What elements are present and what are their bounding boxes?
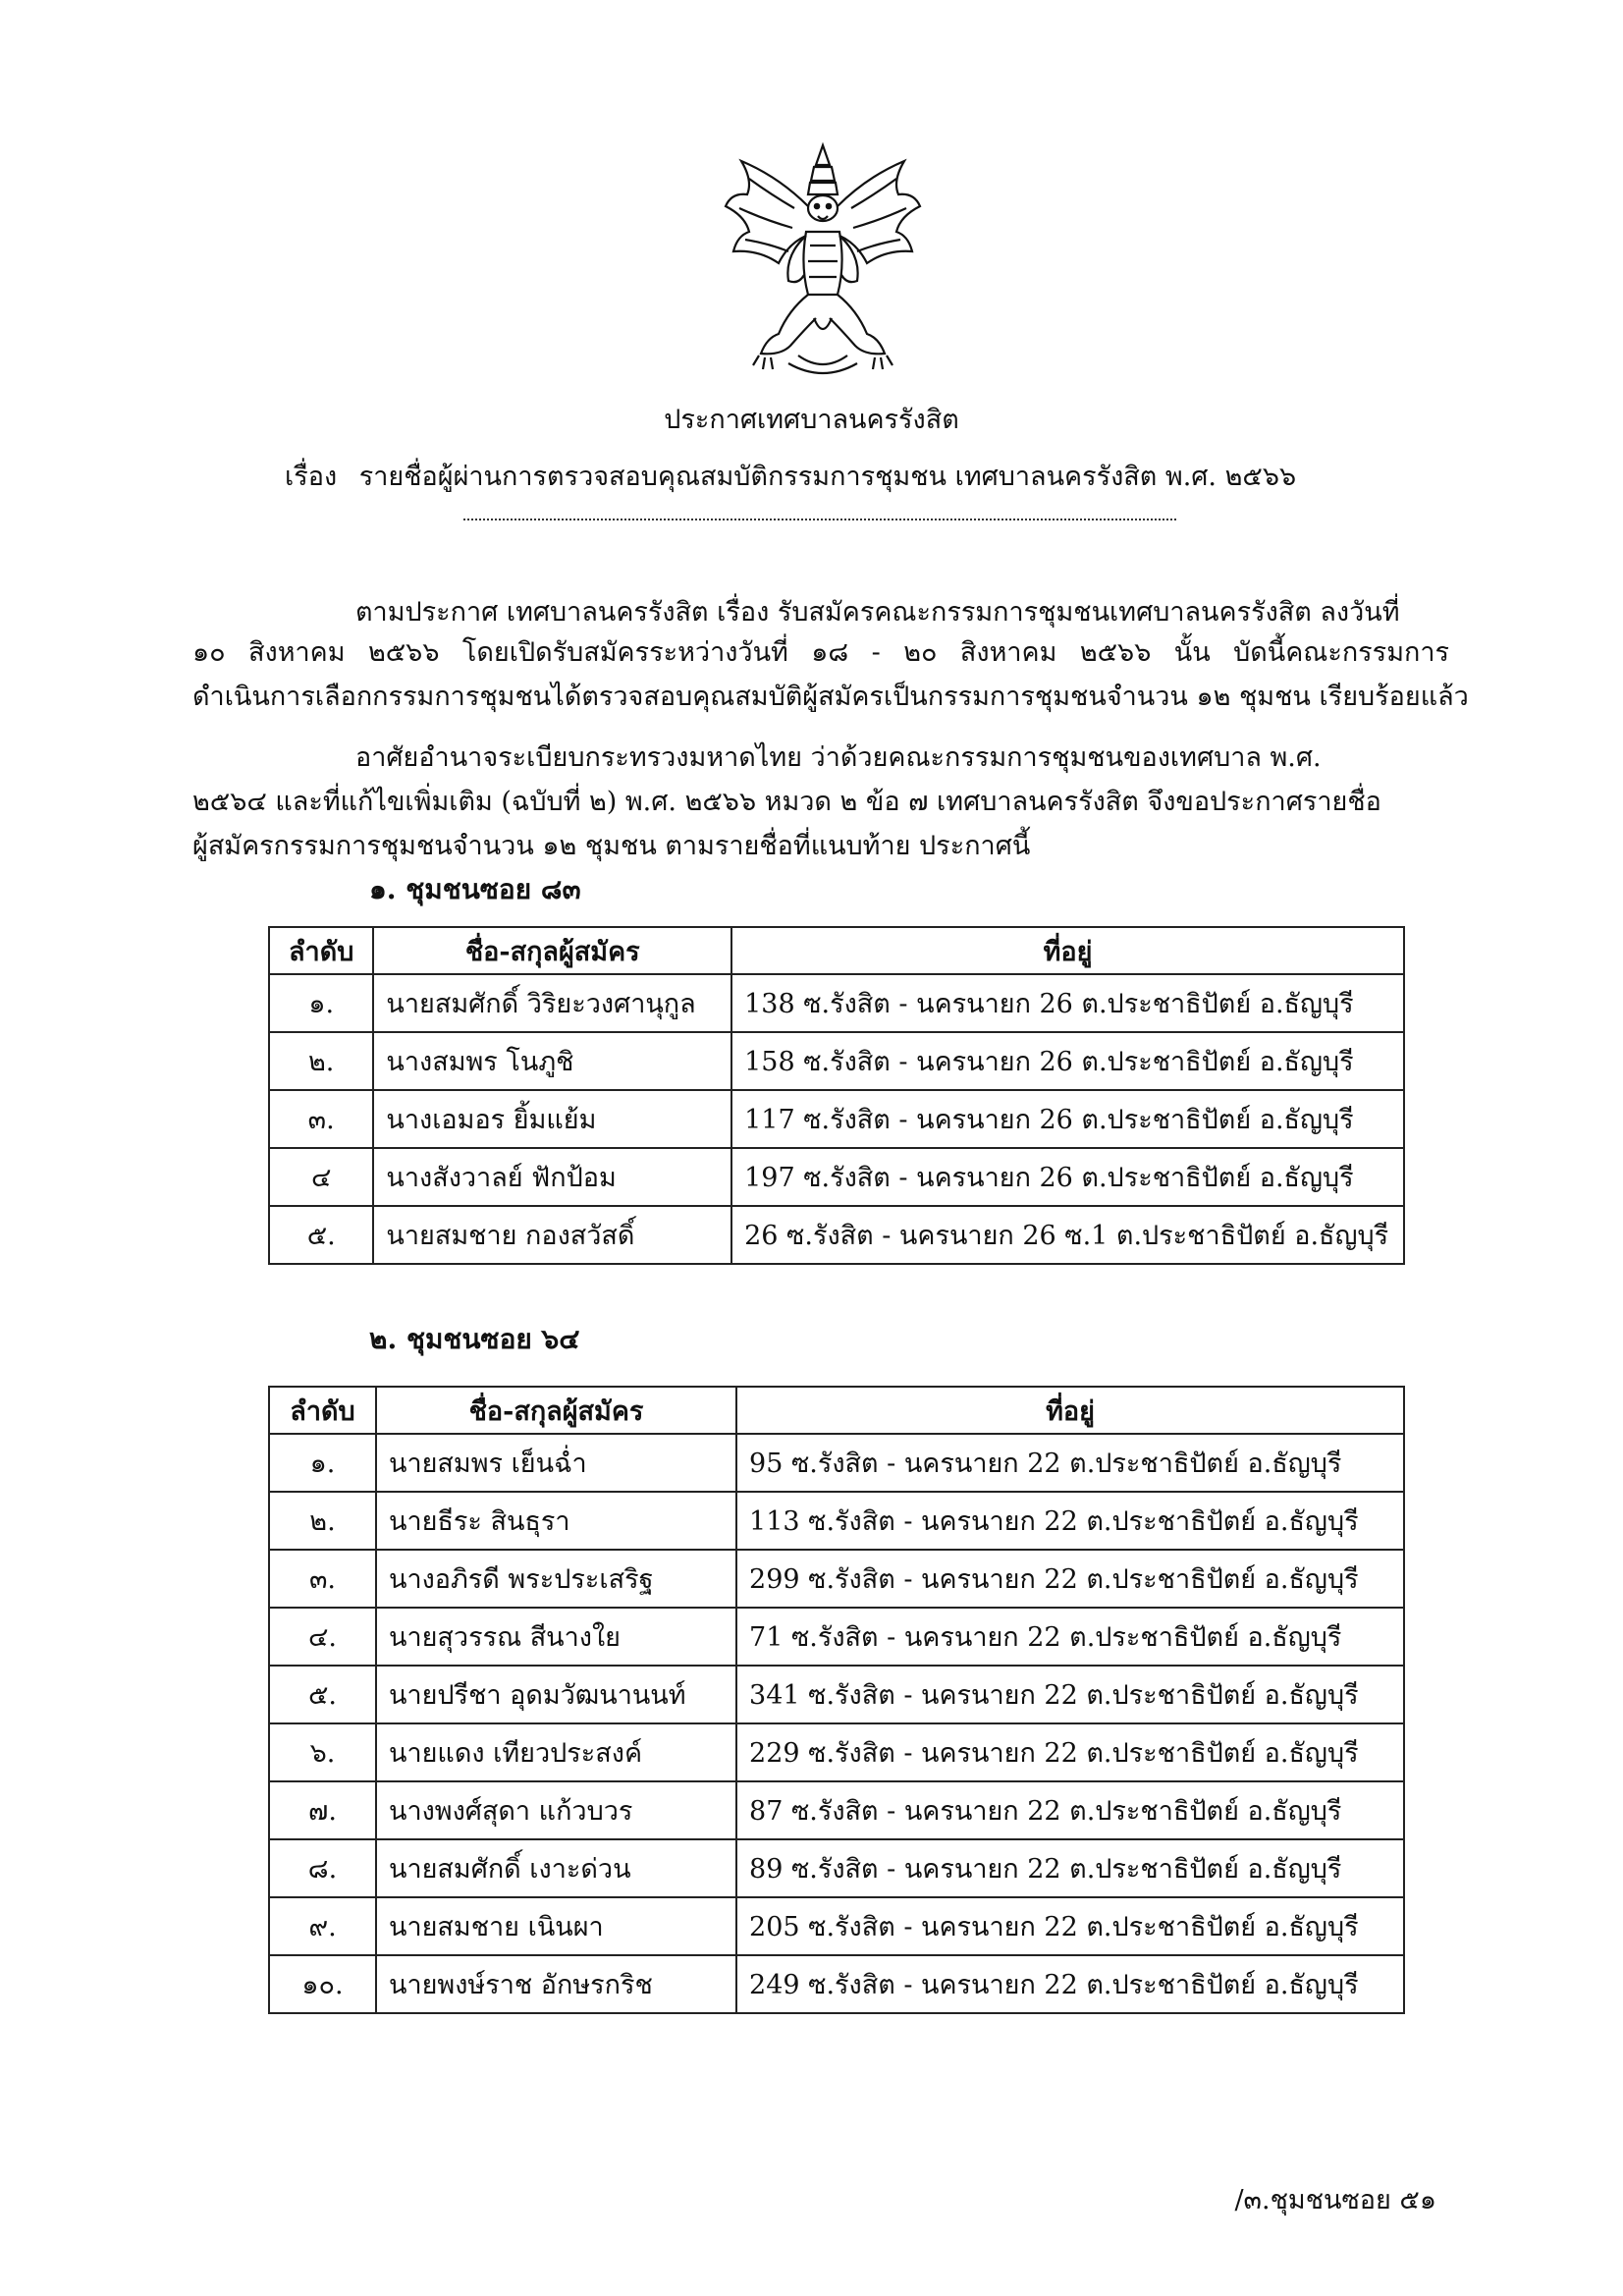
table-body <box>269 974 1404 1264</box>
body-paragraph-5: ๒๕๖๔ และที่แก้ไขเพิ่มเติม (ฉบับที่ ๒) พ.ศ. ๒๕๖๖ หมวด ๒ ข้อ ๗ เทศบาลนครรังสิต จึงขอประกาศรายชื่อ <box>192 787 1381 817</box>
row-order: ๔. <box>269 1608 376 1666</box>
table-header-row <box>269 927 1404 974</box>
table-row <box>269 974 1404 1032</box>
row-address: 197 ซ.รังสิต - นครนายก 26 ต.ประชาธิปัตย์ อ.ธัญบุรี <box>731 1148 1404 1206</box>
table-row <box>269 1839 1404 1897</box>
table-row <box>269 1781 1404 1839</box>
row-order: ๒. <box>269 1492 376 1550</box>
dotted-separator <box>463 519 1176 520</box>
row-address: 87 ซ.รังสิต - นครนายก 22 ต.ประชาธิปัตย์ อ.ธัญบุรี <box>736 1781 1404 1839</box>
table-row <box>269 1206 1404 1264</box>
row-address: 341 ซ.รังสิต - นครนายก 22 ต.ประชาธิปัตย์ อ.ธัญบุรี <box>736 1666 1404 1723</box>
row-order: ๗. <box>269 1781 376 1839</box>
row-address: 229 ซ.รังสิต - นครนายก 22 ต.ประชาธิปัตย์ อ.ธัญบุรี <box>736 1723 1404 1781</box>
column-header-name: ชื่อ-สกุลผู้สมัคร <box>376 1387 736 1434</box>
row-order: ๑. <box>269 1434 376 1492</box>
table-body <box>269 1434 1404 2013</box>
table-row <box>269 1550 1404 1608</box>
row-name: นางพงศ์สุดา แก้วบวร <box>376 1781 736 1839</box>
row-address: 138 ซ.รังสิต - นครนายก 26 ต.ประชาธิปัตย์ อ.ธัญบุรี <box>731 974 1404 1032</box>
announcement-title: ประกาศเทศบาลนครรังสิต <box>664 405 959 435</box>
section-heading-1: ๑. ชุมชนซอย ๘๓ <box>369 873 581 905</box>
continuation-note: /๓.ชุมชนซอย ๕๑ <box>1234 2185 1436 2215</box>
row-name: นายสุวรรณ สีนางใย <box>376 1608 736 1666</box>
row-order: ๘. <box>269 1839 376 1897</box>
row-name: นายแดง เทียวประสงค์ <box>376 1723 736 1781</box>
table-row <box>269 1090 1404 1148</box>
row-order: ๓. <box>269 1550 376 1608</box>
body-paragraph-1: ตามประกาศ เทศบาลนครรังสิต เรื่อง รับสมัครคณะกรรมการชุมชนเทศบาลนครรังสิต ลงวันที่ <box>355 597 1400 628</box>
row-order: ๓. <box>269 1090 373 1148</box>
row-name: นางอภิรดี พระประเสริฐ <box>376 1550 736 1608</box>
row-name: นายสมชาย กองสวัสดิ์ <box>373 1206 731 1264</box>
row-order: ๑๐. <box>269 1955 376 2013</box>
table-row <box>269 1666 1404 1723</box>
column-header-order: ลำดับ <box>269 1387 376 1434</box>
row-name: นายสมศักดิ์ เงาะด่วน <box>376 1839 736 1897</box>
row-address: 299 ซ.รังสิต - นครนายก 22 ต.ประชาธิปัตย์ อ.ธัญบุรี <box>736 1550 1404 1608</box>
row-order: ๙. <box>269 1897 376 1955</box>
table-row <box>269 1032 1404 1090</box>
table-row <box>269 1434 1404 1492</box>
column-header-address: ที่อยู่ <box>736 1387 1404 1434</box>
body-paragraph-6: ผู้สมัครกรรมการชุมชนจำนวน ๑๒ ชุมชน ตามรายชื่อที่แนบท้าย ประกาศนี้ <box>192 831 1031 861</box>
row-name: นายสมพร เย็นฉ่ำ <box>376 1434 736 1492</box>
row-name: นายปรีชา อุดมวัฒนานนท์ <box>376 1666 736 1723</box>
row-order: ๒. <box>269 1032 373 1090</box>
column-header-name: ชื่อ-สกุลผู้สมัคร <box>373 927 731 974</box>
body-paragraph-3: ดำเนินการเลือกกรรมการชุมชนได้ตรวจสอบคุณสมบัติผู้สมัครเป็นกรรมการชุมชนจำนวน ๑๒ ชุมชน เรียบร้อยแล้ว <box>192 682 1469 712</box>
column-header-address: ที่อยู่ <box>731 927 1404 974</box>
candidate-table-2 <box>268 1386 1405 2014</box>
row-order: ๑. <box>269 974 373 1032</box>
table-row <box>269 1955 1404 2013</box>
row-address: 71 ซ.รังสิต - นครนายก 22 ต.ประชาธิปัตย์ อ.ธัญบุรี <box>736 1608 1404 1666</box>
candidate-table-1 <box>268 926 1405 1265</box>
subject-label: เรื่อง <box>285 462 338 492</box>
table-row <box>269 1608 1404 1666</box>
row-order: ๖. <box>269 1723 376 1781</box>
row-address: 113 ซ.รังสิต - นครนายก 22 ต.ประชาธิปัตย์ อ.ธัญบุรี <box>736 1492 1404 1550</box>
row-order: ๕. <box>269 1666 376 1723</box>
row-address: 26 ซ.รังสิต - นครนายก 26 ซ.1 ต.ประชาธิปัตย์ อ.ธัญบุรี <box>731 1206 1404 1264</box>
row-name: นางเอมอร ยิ้มแย้ม <box>373 1090 731 1148</box>
announcement-subject <box>285 458 1296 497</box>
row-name: นายสมศักดิ์ วิริยะวงศานุกูล <box>373 974 731 1032</box>
row-address: 158 ซ.รังสิต - นครนายก 26 ต.ประชาธิปัตย์ อ.ธัญบุรี <box>731 1032 1404 1090</box>
table-row <box>269 1148 1404 1206</box>
row-address: 117 ซ.รังสิต - นครนายก 26 ต.ประชาธิปัตย์ อ.ธัญบุรี <box>731 1090 1404 1148</box>
row-address: 205 ซ.รังสิต - นครนายก 22 ต.ประชาธิปัตย์ อ.ธัญบุรี <box>736 1897 1404 1955</box>
row-name: นางสมพร โนภูชิ <box>373 1032 731 1090</box>
row-address: 249 ซ.รังสิต - นครนายก 22 ต.ประชาธิปัตย์ อ.ธัญบุรี <box>736 1955 1404 2013</box>
table-row <box>269 1897 1404 1955</box>
body-paragraph-2: ๑๐ สิงหาคม ๒๕๖๖ โดยเปิดรับสมัครระหว่างวันที่ ๑๘ - ๒๐ สิงหาคม ๒๕๖๖ นั้น บัดนี้คณะกรรมการ <box>192 637 1449 668</box>
row-order: ๕. <box>269 1206 373 1264</box>
row-name: นายสมชาย เนินผา <box>376 1897 736 1955</box>
row-order: ๔ <box>269 1148 373 1206</box>
table-row <box>269 1492 1404 1550</box>
section-heading-2: ๒. ชุมชนซอย ๖๔ <box>369 1323 580 1355</box>
column-header-order: ลำดับ <box>269 927 373 974</box>
row-name: นางสังวาลย์ ฟักป้อม <box>373 1148 731 1206</box>
row-address: 89 ซ.รังสิต - นครนายก 22 ต.ประชาธิปัตย์ อ.ธัญบุรี <box>736 1839 1404 1897</box>
table-header-row <box>269 1387 1404 1434</box>
row-name: นายพงษ์ราช อักษรกริช <box>376 1955 736 2013</box>
row-address: 95 ซ.รังสิต - นครนายก 22 ต.ประชาธิปัตย์ อ.ธัญบุรี <box>736 1434 1404 1492</box>
garuda-emblem-icon <box>720 137 926 383</box>
subject-text: รายชื่อผู้ผ่านการตรวจสอบคุณสมบัติกรรมการชุมชน เทศบาลนครรังสิต พ.ศ. ๒๕๖๖ <box>358 462 1297 492</box>
row-name: นายธีระ สินธุรา <box>376 1492 736 1550</box>
table-row <box>269 1723 1404 1781</box>
body-paragraph-4: อาศัยอำนาจระเบียบกระทรวงมหาดไทย ว่าด้วยคณะกรรมการชุมชนของเทศบาล พ.ศ. <box>355 742 1322 773</box>
